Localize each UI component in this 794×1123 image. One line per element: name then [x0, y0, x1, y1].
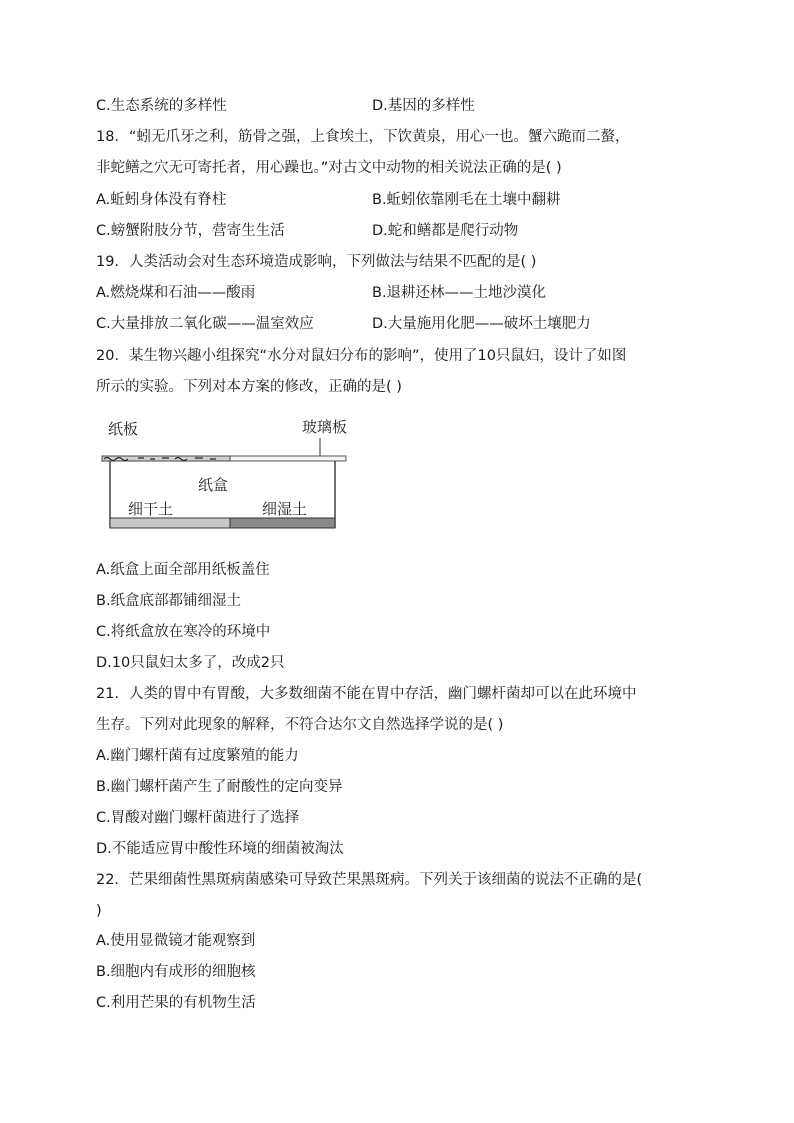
box-label: 纸盒 [198, 476, 229, 494]
wet-soil-label: 细湿土 [262, 500, 308, 518]
q22-option-c: C.利用芒果的有机物生活 [96, 995, 256, 1011]
q20-stem-line1: 20．某生物兴趣小组探究“水分对鼠妇分布的影响”，使用了10只鼠妇，设计了如图 [96, 348, 627, 364]
q19-stem: 19．人类活动会对生态环境造成影响，下列做法与结果不匹配的是( ) [96, 254, 537, 270]
wet-soil-layer [230, 518, 335, 528]
glass-label: 玻璃板 [302, 418, 348, 436]
q19-option-c: C.大量排放二氧化碳——温室效应 [96, 316, 314, 332]
q18-option-d: D.蛇和鳝都是爬行动物 [372, 223, 519, 239]
q18-stem-line1: 18．“蚓无爪牙之利，筋骨之强，上食埃土，下饮黄泉，用心一也。蟹六跪而二螯， [96, 129, 630, 145]
q21-option-c: C.胃酸对幽门螺杆菌进行了选择 [96, 810, 300, 826]
dry-soil-layer [110, 518, 230, 528]
q22-option-b: B.细胞内有成形的细胞核 [96, 964, 256, 980]
q22-stem-line2: ) [96, 903, 102, 919]
q18-option-a: A.蚯蚓身体没有脊柱 [96, 192, 227, 208]
experiment-diagram [100, 412, 350, 534]
q20-option-a: A.纸盒上面全部用纸板盖住 [96, 562, 270, 578]
q19-option-a: A.燃烧煤和石油——酸雨 [96, 285, 256, 301]
q19-option-d: D.大量施用化肥——破坏土壤肥力 [372, 316, 591, 332]
q20-option-c: C.将纸盒放在寒冷的环境中 [96, 624, 271, 640]
glass-plate [230, 456, 346, 461]
q21-stem-line1: 21．人类的胃中有胃酸，大多数细菌不能在胃中存活，幽门螺杆菌却可以在此环境中 [96, 686, 637, 702]
q21-option-a: A.幽门螺杆菌有过度繁殖的能力 [96, 748, 299, 764]
q18-option-b: B.蚯蚓依靠刚毛在土壤中翻耕 [372, 192, 561, 208]
q18-option-c: C.螃蟹附肢分节，营寄生生活 [96, 223, 285, 239]
q21-option-b: B.幽门螺杆菌产生了耐酸性的定向变异 [96, 779, 343, 795]
q17-option-c: C.生态系统的多样性 [96, 98, 227, 114]
q20-option-b: B.纸盒底部都铺细湿土 [96, 593, 242, 609]
q19-option-b: B.退耕还林——土地沙漠化 [372, 285, 547, 301]
q21-option-d: D.不能适应胃中酸性环境的细菌被淘汰 [96, 841, 344, 857]
q22-stem-line1: 22．芒果细菌性黑斑病菌感染可导致芒果黑斑病。下列关于该细菌的说法不正确的是( [96, 872, 643, 888]
cardboard-label: 纸板 [108, 420, 139, 438]
experiment-figure [100, 412, 350, 534]
q20-option-d: D.10只鼠妇太多了，改成2只 [96, 655, 285, 671]
q17-option-d: D.基因的多样性 [372, 98, 475, 114]
dry-soil-label: 细干土 [128, 500, 174, 518]
q22-option-a: A.使用显微镜才能观察到 [96, 933, 256, 949]
q20-stem-line2: 所示的实验。下列对本方案的修改，正确的是( ) [96, 379, 402, 395]
q21-stem-line2: 生存。下列对此现象的解释，不符合达尔文自然选择学说的是( ) [96, 717, 504, 733]
q18-stem-line2: 非蛇鳝之穴无可寄托者，用心躁也。”对古文中动物的相关说法正确的是( ) [96, 160, 562, 176]
